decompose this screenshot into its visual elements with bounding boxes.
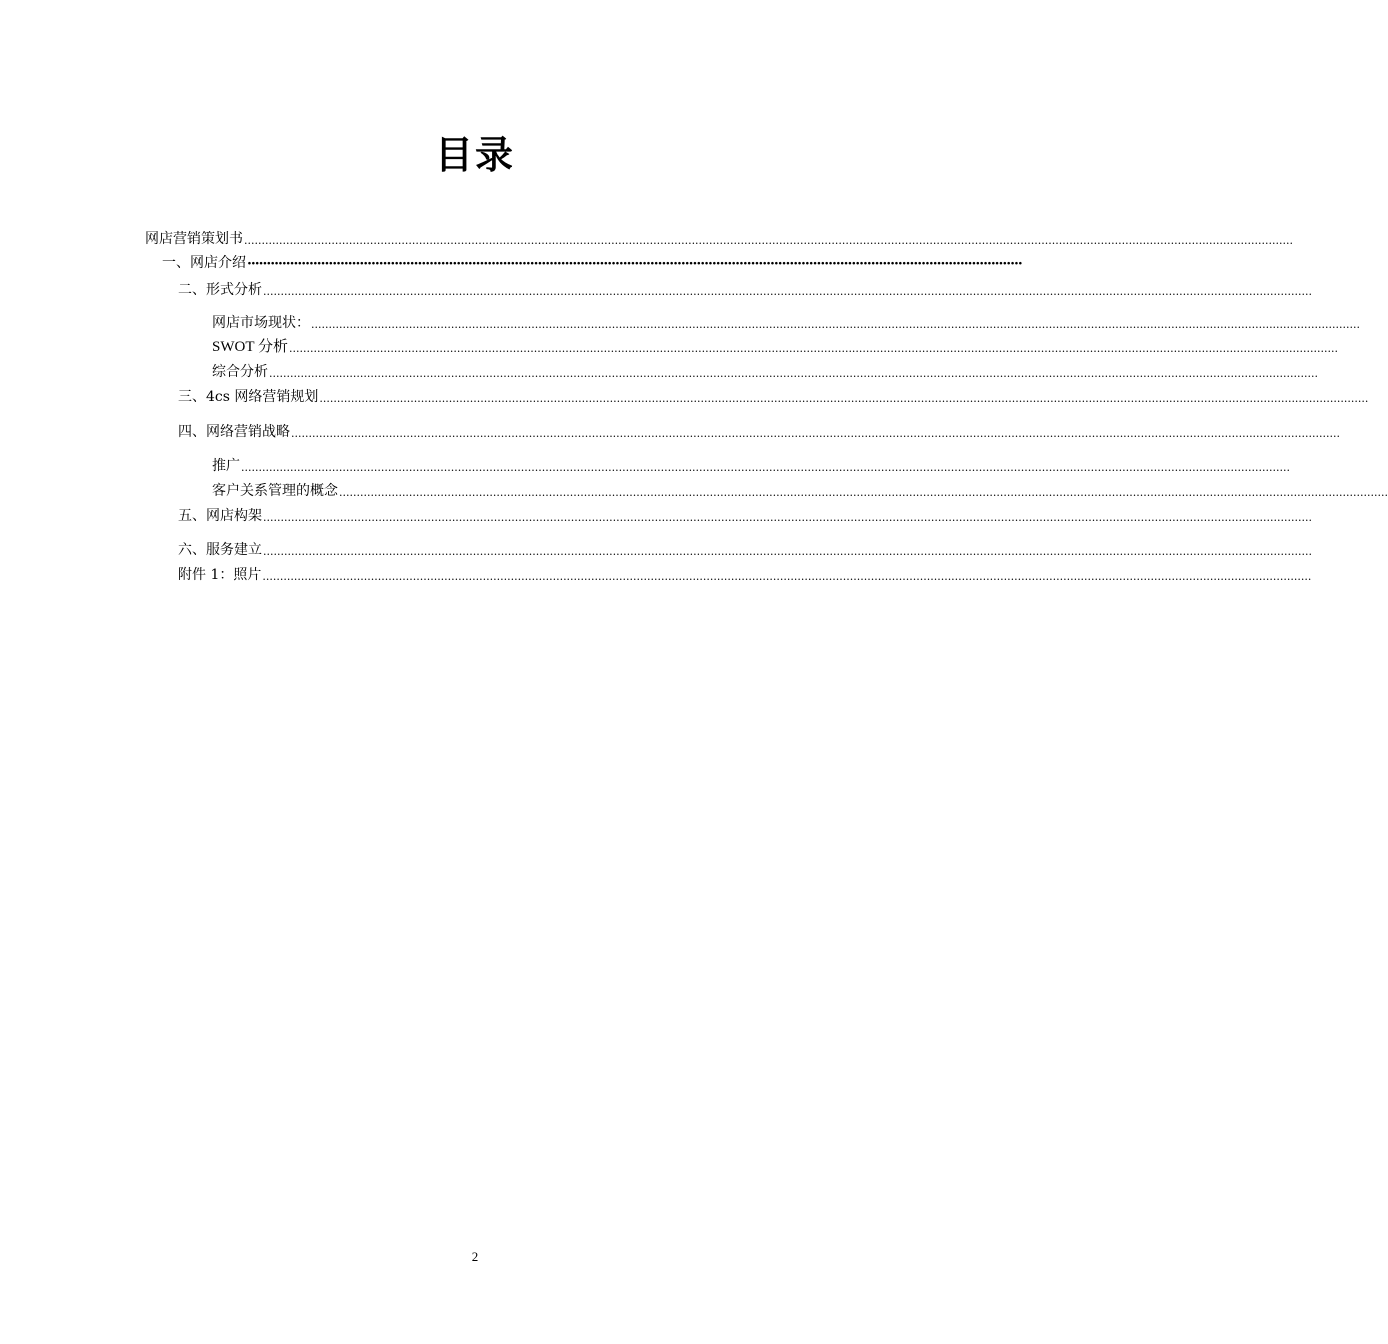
toc-entry-label: 网店营销策划书 xyxy=(145,231,243,247)
toc-dot-leader: ............................................................................................................................................................................................................................................................................................................ xyxy=(263,285,1312,298)
toc-entry-label: 一、网店介绍 xyxy=(162,255,246,271)
toc-entry[interactable] xyxy=(178,505,1312,525)
toc-entry-label: 网店市场现状： xyxy=(212,315,310,331)
toc-entry[interactable] xyxy=(212,455,1290,475)
toc-dot-leader: ............................................................................................................................................................................................................................................................................................................ xyxy=(263,511,1312,524)
toc-entry[interactable] xyxy=(178,564,1312,584)
toc-entry-label: SWOT 分析 xyxy=(212,339,288,355)
toc-dot-leader: ............................................................................................................................................................................................................................................................................................................ xyxy=(288,342,1338,355)
toc-dot-leader: ............................................................................................................................................................................................................................................................................................................ xyxy=(319,392,1369,405)
toc-entry-label: 五、网店构架 xyxy=(178,508,262,524)
toc-entry[interactable] xyxy=(212,336,1338,356)
page-title: 目录 xyxy=(434,133,515,177)
toc-dot-leader: ········································································································································································································ xyxy=(247,256,1022,272)
toc-dot-leader: ............................................................................................................................................................................................................................................................................................................ xyxy=(311,318,1360,331)
toc-entry[interactable] xyxy=(178,421,1340,441)
toc-dot-leader: ............................................................................................................................................................................................................................................................................................................ xyxy=(269,367,1318,380)
toc-dot-leader: ............................................................................................................................................................................................................................................................................................................ xyxy=(339,486,1388,499)
toc-entry[interactable] xyxy=(212,361,1318,381)
toc-entry[interactable] xyxy=(178,386,1369,406)
toc-entry[interactable] xyxy=(178,279,1312,299)
toc-entry-label: 综合分析 xyxy=(212,364,268,380)
toc-dot-leader: ............................................................................................................................................................................................................................................................................................................ xyxy=(263,545,1312,558)
toc-entry-label: 三、4cs 网络营销规划 xyxy=(178,389,319,405)
toc-entry[interactable] xyxy=(162,252,1022,272)
toc-entry[interactable] xyxy=(178,539,1312,559)
toc-entry-label: 附件 1：照片 xyxy=(178,567,262,583)
page-number: 2 xyxy=(471,1249,479,1264)
toc-entry-label: 四、网络营销战略 xyxy=(178,424,290,440)
toc-entry-label: 推广 xyxy=(212,458,240,474)
toc-dot-leader: ............................................................................................................................................................................................................................................................................................................ xyxy=(244,234,1293,247)
toc-dot-leader: ............................................................................................................................................................................................................................................................................................................ xyxy=(262,570,1312,583)
toc-dot-leader: ............................................................................................................................................................................................................................................................................................................ xyxy=(241,461,1290,474)
toc-entry[interactable] xyxy=(212,312,1360,332)
toc-dot-leader: ............................................................................................................................................................................................................................................................................................................ xyxy=(291,427,1340,440)
toc-entry-label: 二、形式分析 xyxy=(178,282,262,298)
toc-entry-label: 客户关系管理的概念 xyxy=(212,483,338,499)
toc-entry[interactable] xyxy=(145,228,1293,248)
toc-entry-label: 六、服务建立 xyxy=(178,542,262,558)
toc-entry[interactable] xyxy=(212,480,1388,500)
